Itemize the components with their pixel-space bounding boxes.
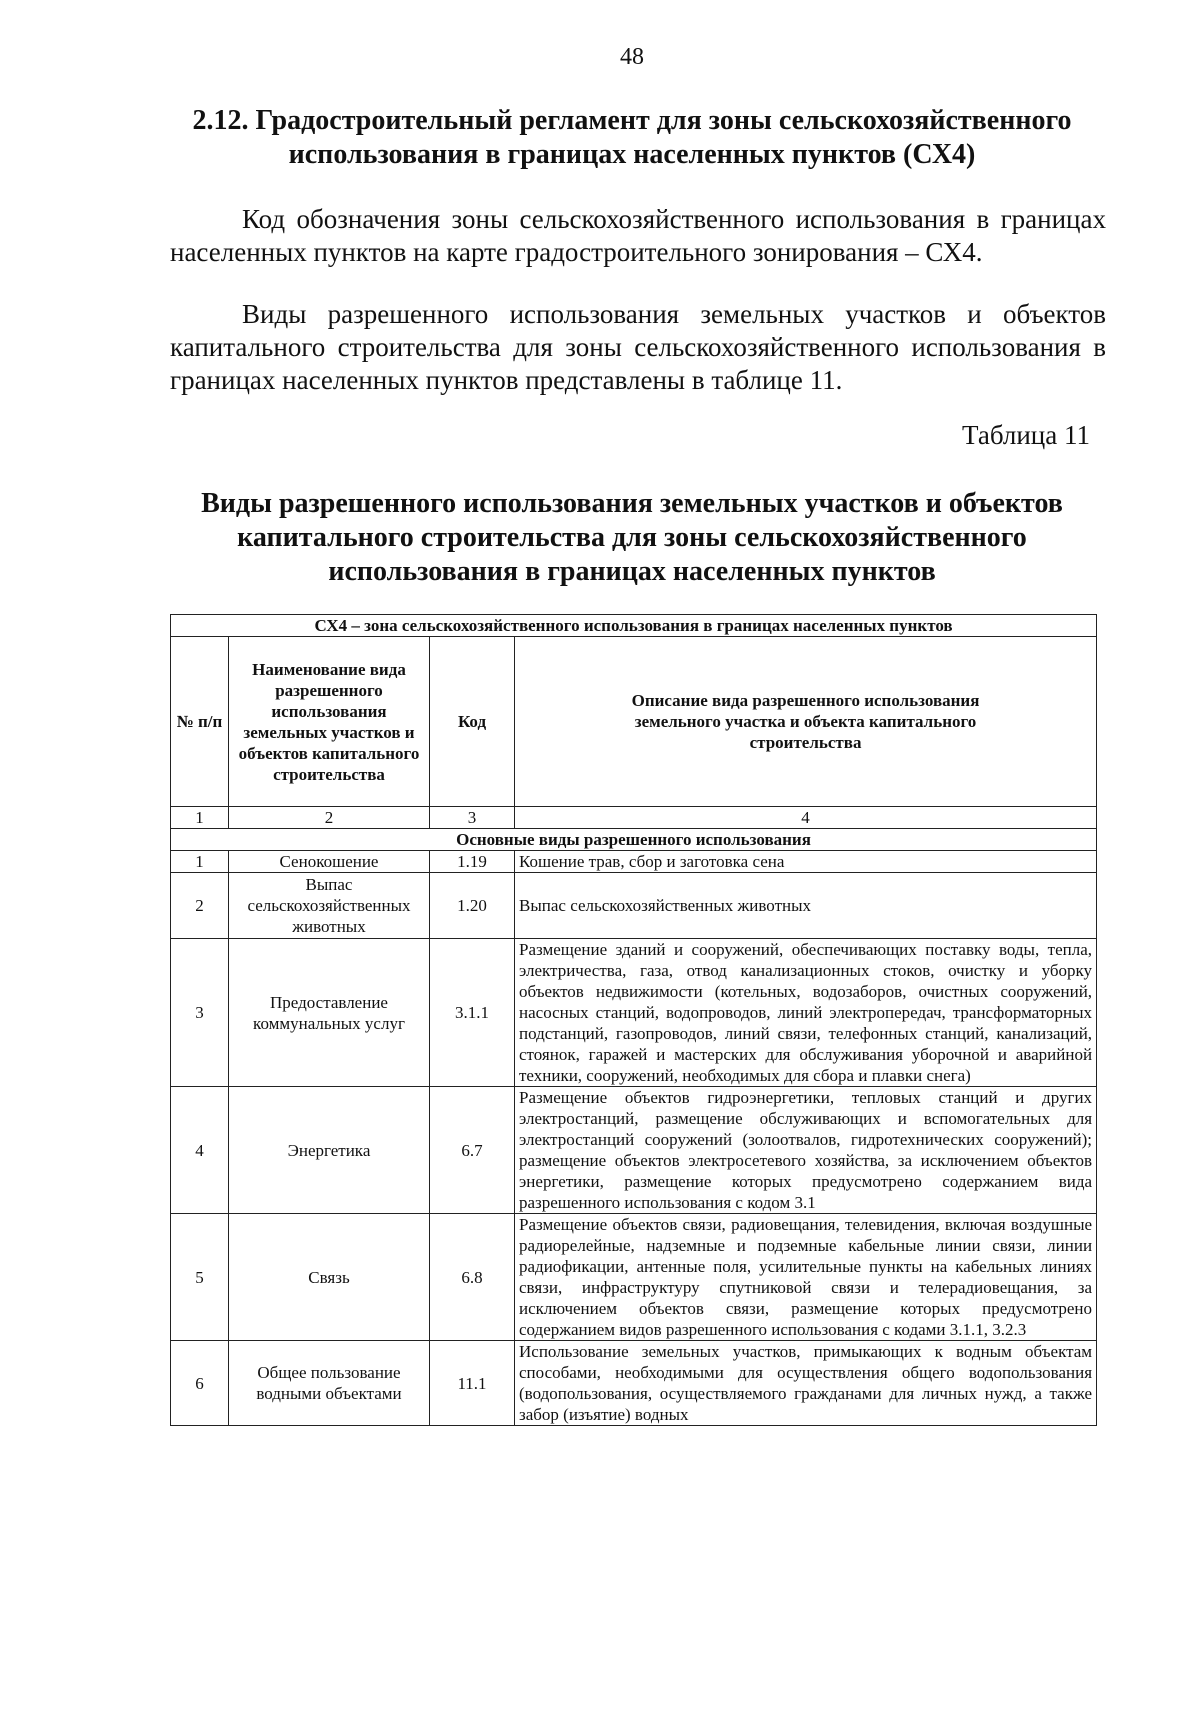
- header-code: Код: [430, 637, 515, 807]
- row-name: Связь: [229, 1214, 430, 1341]
- row-name: Выпас сельскохозяйственных животных: [229, 873, 430, 939]
- table-header-row: [171, 637, 1097, 807]
- row-code: 3.1.1: [430, 939, 515, 1087]
- row-name: Общее пользование водными объектами: [229, 1341, 430, 1426]
- row-description: Выпас сельскохозяйственных животных: [515, 873, 1097, 939]
- row-description: Кошение трав, сбор и заготовка сена: [515, 851, 1097, 873]
- table-row: [171, 851, 1097, 873]
- column-number: 3: [430, 807, 515, 829]
- table-title: Виды разрешенного использования земельных участков и объектов капитального строительства для зоны сельскохозяйственного использования в границах населенных пунктов: [201, 488, 1063, 587]
- permitted-uses-table: [170, 614, 1097, 1426]
- row-code: 6.7: [430, 1087, 515, 1214]
- row-name: Сенокошение: [229, 851, 430, 873]
- table-row: [171, 873, 1097, 939]
- zone-header: СХ4 – зона сельскохозяйственного использования в границах населенных пунктов: [171, 615, 1097, 637]
- table-caption: Таблица 11: [962, 420, 1090, 450]
- zone-header-row: [171, 615, 1097, 637]
- header-description: Описание вида разрешенного использования земельного участка и объекта капитального строительства: [515, 637, 1097, 807]
- column-numbers-row: [171, 807, 1097, 829]
- header-name: Наименование вида разрешенного использования земельных участков и объектов капитального строительства: [229, 637, 430, 807]
- row-description: Размещение зданий и сооружений, обеспечивающих поставку воды, тепла, электричества, газа, отвод канализационных стоков, очистку и уборку объектов недвижимости (котельных, водозаборов, очистных сооружений, насосных станций, водопроводов, линий электропередач, трансформаторных подстанций, газопроводов, линий связи, телефонных станций, канализаций, стоянок, гаражей и мастерских для обслуживания уборочной и аварийной техники, сооружений, необходимых для сбора и плавки снега): [515, 939, 1097, 1087]
- row-description: Использование земельных участков, примыкающих к водным объектам способами, необходимыми для осуществления общего водопользования (водопользования, осуществляемого гражданами для личных нужд, а также забор (изъятие) водных: [515, 1341, 1097, 1426]
- table-row: [171, 939, 1097, 1087]
- column-number: 4: [515, 807, 1097, 829]
- row-code: 6.8: [430, 1214, 515, 1341]
- row-code: 1.19: [430, 851, 515, 873]
- row-code: 11.1: [430, 1341, 515, 1426]
- table-row: [171, 1341, 1097, 1426]
- paragraph-permitted-uses: Виды разрешенного использования земельных участков и объектов капитального строительства для зоны сельскохозяйственного использования в границах населенных пунктов представлены в таблице 11.: [170, 299, 1106, 395]
- column-number: 1: [171, 807, 229, 829]
- column-number: 2: [229, 807, 430, 829]
- section-title: 2.12. Градостроительный регламент для зоны сельскохозяйственного использования в границах населенных пунктов (СХ4): [192, 105, 1072, 170]
- row-code: 1.20: [430, 873, 515, 939]
- row-number: 3: [171, 939, 229, 1087]
- paragraph-zone-code: Код обозначения зоны сельскохозяйственного использования в границах населенных пунктов на карте градостроительного зонирования – СХ4.: [170, 204, 1106, 267]
- page-number: 48: [620, 44, 644, 70]
- row-number: 2: [171, 873, 229, 939]
- row-description: Размещение объектов связи, радиовещания, телевидения, включая воздушные радиорелейные, надземные и подземные кабельные линии связи, линии радиофикации, антенные поля, усилительные пункты на кабельных линиях связи, инфраструктуру спутниковой связи и телерадиовещания, за исключением объектов связи, размещение которых предусмотрено содержанием видов разрешенного использования с кодами 3.1.1, 3.2.3: [515, 1214, 1097, 1341]
- table-row: [171, 1087, 1097, 1214]
- row-name: Энергетика: [229, 1087, 430, 1214]
- row-description: Размещение объектов гидроэнергетики, тепловых станций и других электростанций, размещение обслуживающих и вспомогательных для электростанций сооружений (золоотвалов, гидротехнических сооружений); размещение объектов электросетевого хозяйства, за исключением объектов энергетики, размещение которых предусмотрено содержанием вида разрешенного использования с кодом 3.1: [515, 1087, 1097, 1214]
- row-number: 1: [171, 851, 229, 873]
- header-number: № п/п: [171, 637, 229, 807]
- table-row: [171, 1214, 1097, 1341]
- group-header-row: [171, 829, 1097, 851]
- row-number: 5: [171, 1214, 229, 1341]
- row-number: 6: [171, 1341, 229, 1426]
- row-name: Предоставление коммунальных услуг: [229, 939, 430, 1087]
- row-number: 4: [171, 1087, 229, 1214]
- group-header: Основные виды разрешенного использования: [171, 829, 1097, 851]
